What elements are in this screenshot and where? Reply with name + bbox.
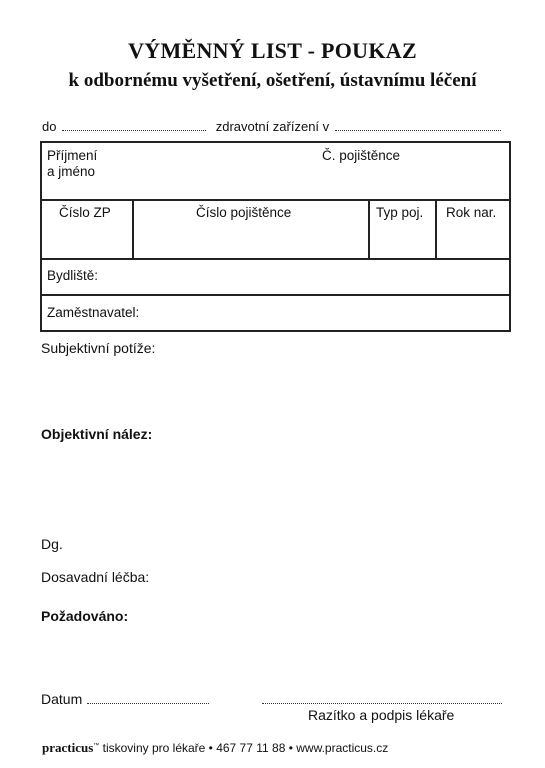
date-line xyxy=(41,691,209,707)
previous-treatment-label: Dosavadní léčba: xyxy=(41,569,150,585)
subjective-complaints-label: Subjektivní potíže: xyxy=(41,340,156,356)
date-field[interactable] xyxy=(87,693,209,704)
signature-field[interactable] xyxy=(262,693,502,704)
form-title: VÝMĚNNÝ LIST - POUKAZ xyxy=(128,38,417,63)
table-divider xyxy=(132,199,134,259)
insurer-code-label: Číslo ZP xyxy=(59,205,111,220)
to-label: do xyxy=(42,119,57,134)
birth-year-label: Rok nar. xyxy=(446,205,497,220)
address-line xyxy=(42,119,501,134)
facility-field[interactable] xyxy=(335,120,501,131)
objective-finding-label: Objektivní nález: xyxy=(41,426,153,442)
surname-label: Příjmení xyxy=(47,148,98,163)
table-divider xyxy=(435,199,437,259)
insured-number-label: Číslo pojištěnce xyxy=(196,205,292,220)
table-divider xyxy=(368,199,370,259)
form-subtitle: k odbornému vyšetření, ošetření, ústavnímu léčení xyxy=(68,70,477,91)
employer-label: Zaměstnavatel: xyxy=(47,305,140,320)
insurance-number-label: Č. pojištěnce xyxy=(322,148,401,163)
residence-label: Bydliště: xyxy=(47,268,99,283)
patient-table xyxy=(40,141,511,332)
footer-text: tiskoviny pro lékaře • 467 77 11 88 • www.practicus.cz xyxy=(102,741,389,755)
footer: practicus™ tiskoviny pro lékaře • 467 77 11 88 • www.practicus.cz xyxy=(42,740,389,755)
table-divider xyxy=(40,199,511,201)
name-label: a jméno xyxy=(47,164,96,179)
brand-logo: practicus xyxy=(42,740,94,755)
requested-label: Požadováno: xyxy=(41,608,129,624)
table-divider xyxy=(40,258,511,260)
date-label: Datum xyxy=(41,691,83,707)
diagnosis-label: Dg. xyxy=(41,536,63,552)
facility-label: zdravotní zařízení v xyxy=(215,119,330,134)
to-field[interactable] xyxy=(62,120,206,131)
insurance-type-label: Typ poj. xyxy=(376,205,424,220)
table-divider xyxy=(40,294,511,296)
stamp-signature-label: Razítko a podpis lékaře xyxy=(308,707,455,723)
